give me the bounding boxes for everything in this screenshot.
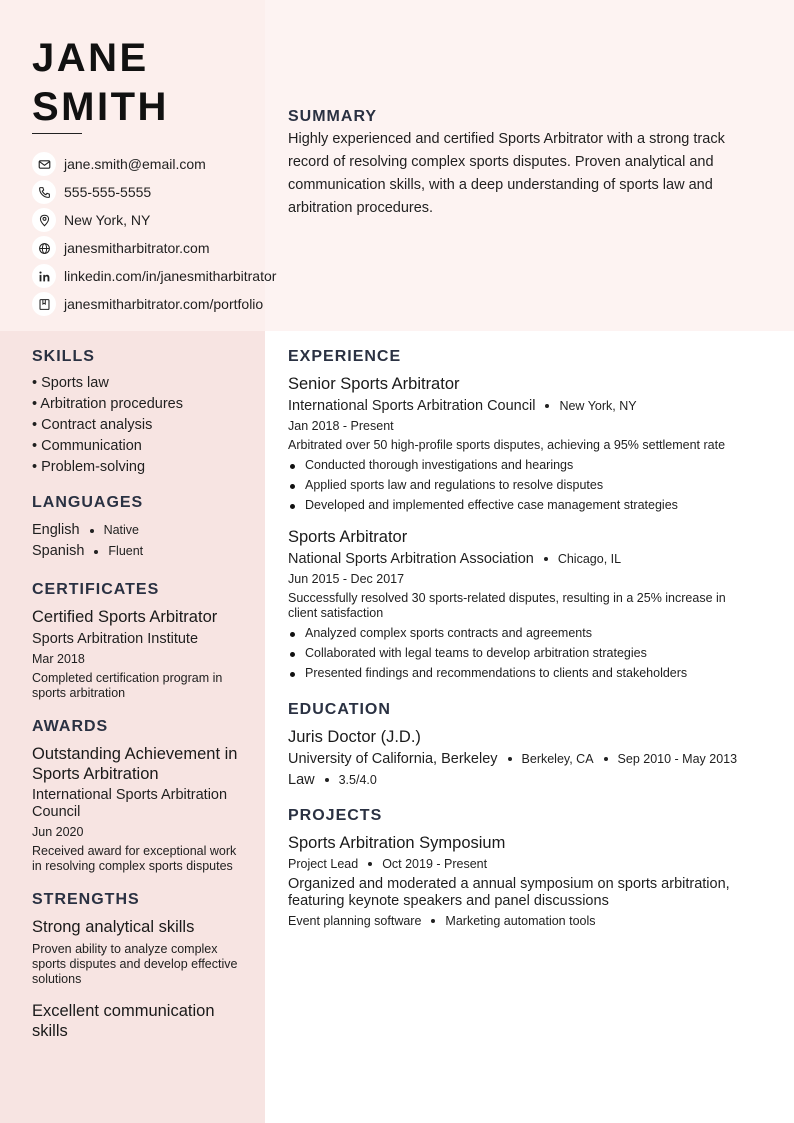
summary-section	[288, 108, 758, 220]
award-description: Received award for exceptional work in resolving complex sports disputes	[32, 844, 237, 873]
experience-item	[288, 374, 758, 515]
separator-dot	[90, 529, 94, 533]
projects-title: PROJECTS	[288, 807, 383, 824]
certificates-title: CERTIFICATES	[32, 581, 160, 598]
languages-section	[32, 494, 244, 562]
separator-dot	[508, 757, 512, 761]
language-row	[32, 520, 244, 541]
location-icon	[32, 208, 56, 232]
language-name: English	[32, 522, 80, 538]
project-role: Project Lead	[288, 857, 359, 871]
language-name: Spanish	[32, 543, 85, 559]
contact-location	[32, 206, 276, 234]
award-date: Jun 2020	[32, 825, 84, 839]
education-dates: Sep 2010 - May 2013	[617, 752, 738, 766]
education-item	[288, 727, 758, 789]
school-name: University of California, Berkeley	[288, 751, 498, 767]
job-role: Sports Arbitrator	[288, 528, 408, 546]
language-level: Native	[103, 523, 139, 537]
skills-list	[32, 373, 244, 478]
strength-name: Strong analytical skills	[32, 918, 195, 936]
field-of-study: Law	[288, 772, 315, 788]
skill-item: • Sports law	[32, 375, 109, 391]
gpa: 3.5/4.0	[338, 773, 377, 787]
last-name: SMITH	[32, 85, 169, 129]
job-bullet: Analyzed complex sports contracts and agreements	[288, 623, 758, 643]
degree: Juris Doctor (J.D.)	[288, 728, 421, 746]
candidate-name	[32, 34, 169, 132]
certificate-date: Mar 2018	[32, 652, 85, 666]
awards-section	[32, 718, 244, 874]
mail-icon	[32, 152, 56, 176]
skills-section	[32, 348, 244, 478]
contact-linkedin-text: linkedin.com/in/janesmitharbitrator	[64, 268, 277, 284]
separator-dot	[545, 404, 549, 408]
separator-dot	[431, 919, 435, 923]
job-role: Senior Sports Arbitrator	[288, 375, 460, 393]
strength-name: Excellent communication skills	[32, 1002, 215, 1040]
school-location: Berkeley, CA	[521, 752, 594, 766]
portfolio-icon	[32, 292, 56, 316]
project-tool: Marketing automation tools	[445, 914, 596, 928]
contact-portfolio-text: janesmitharbitrator.com/portfolio	[64, 296, 264, 312]
job-dates: Jan 2018 - Present	[288, 419, 394, 433]
school-row	[288, 750, 758, 768]
language-row	[32, 541, 244, 562]
job-bullet: Developed and implemented effective case management strategies	[288, 495, 758, 515]
contact-website-text: janesmitharbitrator.com	[64, 240, 210, 256]
contact-phone-text: 555-555-5555	[64, 184, 152, 200]
projects-section	[288, 807, 758, 929]
first-name: JANE	[32, 36, 149, 80]
certificate-issuer: Sports Arbitration Institute	[32, 631, 199, 647]
strengths-section	[32, 891, 244, 1041]
project-item	[288, 833, 758, 929]
strength-item	[32, 1001, 244, 1041]
job-company-row	[288, 397, 758, 415]
certificates-section	[32, 581, 244, 701]
skill-item: • Arbitration procedures	[32, 396, 183, 412]
globe-icon	[32, 236, 56, 260]
right-column	[288, 348, 758, 929]
job-dates: Jun 2015 - Dec 2017	[288, 572, 405, 586]
job-summary: Successfully resolved 30 sports-related disputes, resulting in a 25% increase in client satisfaction	[288, 591, 726, 620]
education-section	[288, 701, 758, 789]
strength-description: Proven ability to analyze complex sports disputes and develop effective solutions	[32, 942, 238, 986]
strength-item	[32, 917, 244, 987]
separator-dot	[604, 757, 608, 761]
name-divider	[32, 133, 82, 134]
left-column	[32, 348, 244, 1041]
contact-email[interactable]	[32, 150, 276, 178]
separator-dot	[94, 550, 98, 554]
contact-list	[32, 150, 276, 318]
separator-dot	[368, 862, 372, 866]
contact-linkedin[interactable]	[32, 262, 276, 290]
contact-phone[interactable]	[32, 178, 276, 206]
separator-dot	[325, 778, 329, 782]
job-bullets	[288, 455, 758, 515]
project-tools-row	[288, 913, 758, 929]
contact-website[interactable]	[32, 234, 276, 262]
experience-section	[288, 348, 758, 683]
skills-title: SKILLS	[32, 348, 95, 365]
certificate-name: Certified Sports Arbitrator	[32, 608, 218, 626]
awards-title: AWARDS	[32, 718, 109, 735]
skill-item: • Contract analysis	[32, 417, 153, 433]
job-location: Chicago, IL	[557, 552, 622, 566]
award-issuer: International Sports Arbitration Council	[32, 787, 228, 820]
project-tool: Event planning software	[288, 914, 422, 928]
phone-icon	[32, 180, 56, 204]
job-bullet: Presented findings and recommendations to clients and stakeholders	[288, 663, 758, 683]
languages-title: LANGUAGES	[32, 494, 144, 511]
summary-text: Highly experienced and certified Sports Arbitrator with a strong track record of resolving complex sports disputes. Proven analytical and communication skills, with a deep understanding of sports law and arbitration procedures.	[288, 131, 725, 216]
experience-item	[288, 527, 758, 683]
award-name: Outstanding Achievement in Sports Arbitration	[32, 745, 238, 783]
award-item	[32, 744, 244, 874]
linkedin-icon	[32, 264, 56, 288]
contact-email-text: jane.smith@email.com	[64, 156, 206, 172]
experience-title: EXPERIENCE	[288, 348, 402, 365]
job-bullet: Collaborated with legal teams to develop arbitration strategies	[288, 643, 758, 663]
language-level: Fluent	[108, 544, 144, 558]
strengths-title: STRENGTHS	[32, 891, 140, 908]
job-company-row	[288, 550, 758, 568]
contact-location-text: New York, NY	[64, 212, 151, 228]
job-location: New York, NY	[559, 399, 637, 413]
education-title: EDUCATION	[288, 701, 391, 718]
summary-title: SUMMARY	[288, 108, 378, 125]
field-row	[288, 771, 758, 789]
job-summary: Arbitrated over 50 high-profile sports disputes, achieving a 95% settlement rate	[288, 438, 726, 452]
job-bullet: Conducted thorough investigations and hearings	[288, 455, 758, 475]
job-company: National Sports Arbitration Association	[288, 551, 534, 567]
project-description: Organized and moderated a annual symposium on sports arbitration, featuring keynote speakers and panel discussions	[288, 876, 730, 909]
certificate-item	[32, 607, 244, 701]
job-company: International Sports Arbitration Council	[288, 398, 536, 414]
certificate-description: Completed certification program in sports arbitration	[32, 671, 223, 700]
project-name: Sports Arbitration Symposium	[288, 834, 506, 852]
job-bullet: Applied sports law and regulations to resolve disputes	[288, 475, 758, 495]
project-dates: Oct 2019 - Present	[382, 857, 488, 871]
skill-item: • Communication	[32, 438, 142, 454]
separator-dot	[544, 557, 548, 561]
skill-item: • Problem-solving	[32, 459, 146, 475]
contact-portfolio[interactable]	[32, 290, 276, 318]
job-bullets	[288, 623, 758, 683]
project-role-row	[288, 856, 758, 872]
